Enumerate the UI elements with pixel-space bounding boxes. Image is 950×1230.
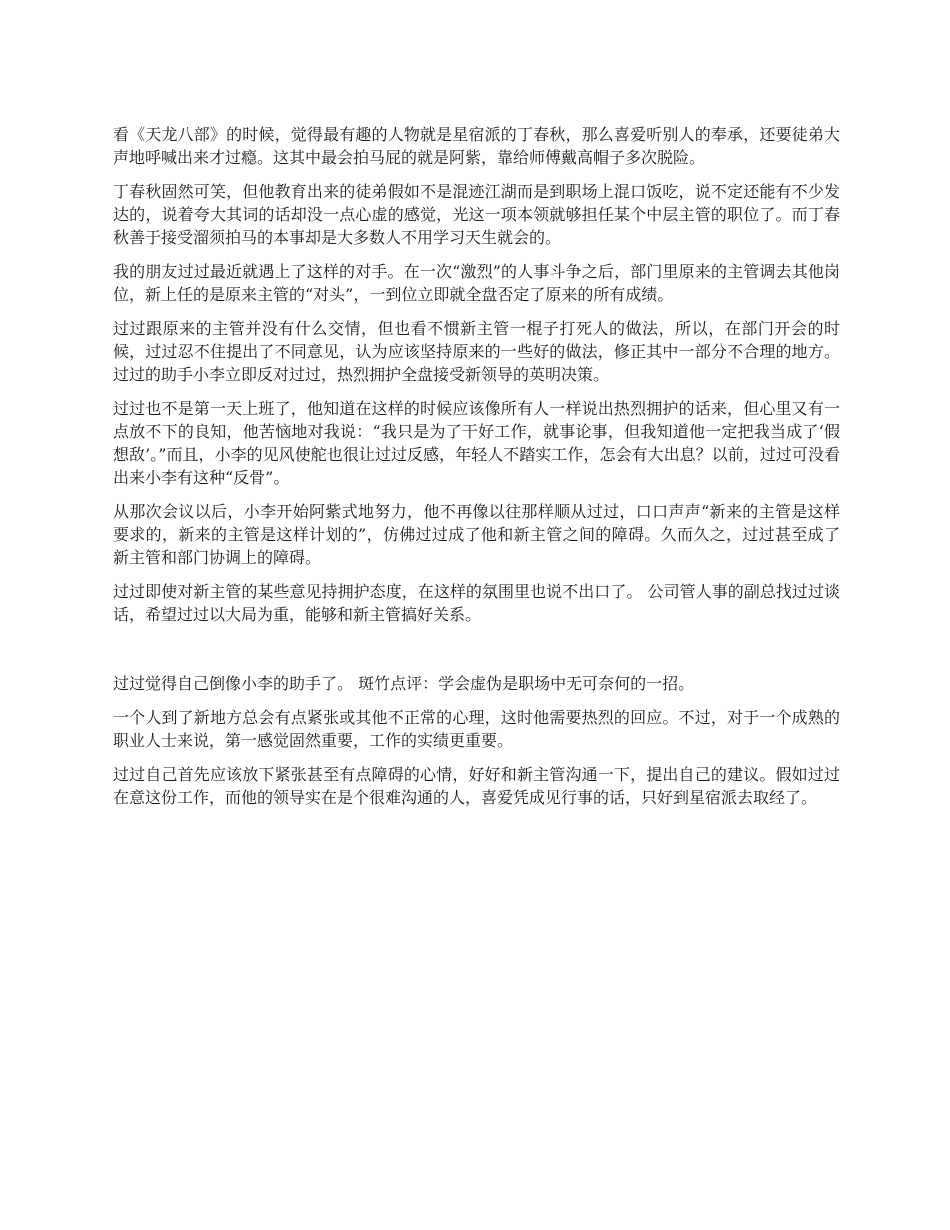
paragraph-6: 从那次会议以后，小李开始阿紫式地努力，他不再像以往那样顺从过过，口口声声“新来的主管是这样要求的，新来的主管是这样计划的”，仿佛过过成了他和新主管之间的障碍。久而久之，过过甚至成了新主管和部门协调上的障碍。 <box>113 502 840 567</box>
paragraph-2: 丁春秋固然可笑，但他教育出来的徒弟假如不是混迹江湖而是到职场上混口饭吃，说不定还能有不少发达的，说着夸大其词的话却没一点心虚的感觉，光这一项本领就够担任某个中层主管的职位了。而丁春秋善于接受溜须拍马的本事却是大多数人不用学习天生就会的。 <box>113 182 840 247</box>
paragraph-9: 一个人到了新地方总会有点紧张或其他不正常的心理，这时他需要热烈的回应。不过，对于一个成熟的职业人士来说，第一感觉固然重要，工作的实绩更重要。 <box>113 708 840 750</box>
paragraph-5: 过过也不是第一天上班了，他知道在这样的时候应该像所有人一样说出热烈拥护的话来，但心里又有一点放不下的良知，他苦恼地对我说：“我只是为了干好工作，就事论事，但我知道他一定把我当成了‘假想敌’。”而且，小李的见风使舵也很让过过反感，年轻人不踏实工作，怎会有大出息？以前，过过可没看出来小李有这种“反骨”。 <box>113 399 840 487</box>
paragraph-4: 过过跟原来的主管并没有什么交情，但也看不惯新主管一棍子打死人的做法，所以，在部门开会的时候，过过忍不住提出了不同意见，认为应该坚持原来的一些好的做法，修正其中一部分不合理的地方。过过的助手小李立即反对过过，热烈拥护全盘接受新领导的英明决策。 <box>113 319 840 384</box>
paragraph-1: 看《天龙八部》的时候，觉得最有趣的人物就是星宿派的丁春秋，那么喜爱听别人的奉承，还要徒弟大声地呼喊出来才过瘾。这其中最会拍马屁的就是阿紫，靠给师傅戴高帽子多次脱险。 <box>113 125 840 167</box>
paragraph-10: 过过自己首先应该放下紧张甚至有点障碍的心情，好好和新主管沟通一下，提出自己的建议。假如过过在意这份工作，而他的领导实在是个很难沟通的人，喜爱凭成见行事的话，只好到星宿派去取经了。 <box>113 765 840 807</box>
paragraph-8: 过过觉得自己倒像小李的助手了。 斑竹点评：学会虚伪是职场中无可奈何的一招。 <box>113 674 695 693</box>
paragraph-3: 我的朋友过过最近就遇上了这样的对手。在一次“激烈”的人事斗争之后，部门里原来的主管调去其他岗位，新上任的是原来主管的“对头”，一到位立即就全盘否定了原来的所有成绩。 <box>113 262 840 304</box>
article-body <box>113 123 840 820</box>
paragraph-7: 过过即使对新主管的某些意见持拥护态度，在这样的氛围里也说不出口了。 公司管人事的副总找过过谈话，希望过过以大局为重，能够和新主管搞好关系。 <box>113 582 840 624</box>
